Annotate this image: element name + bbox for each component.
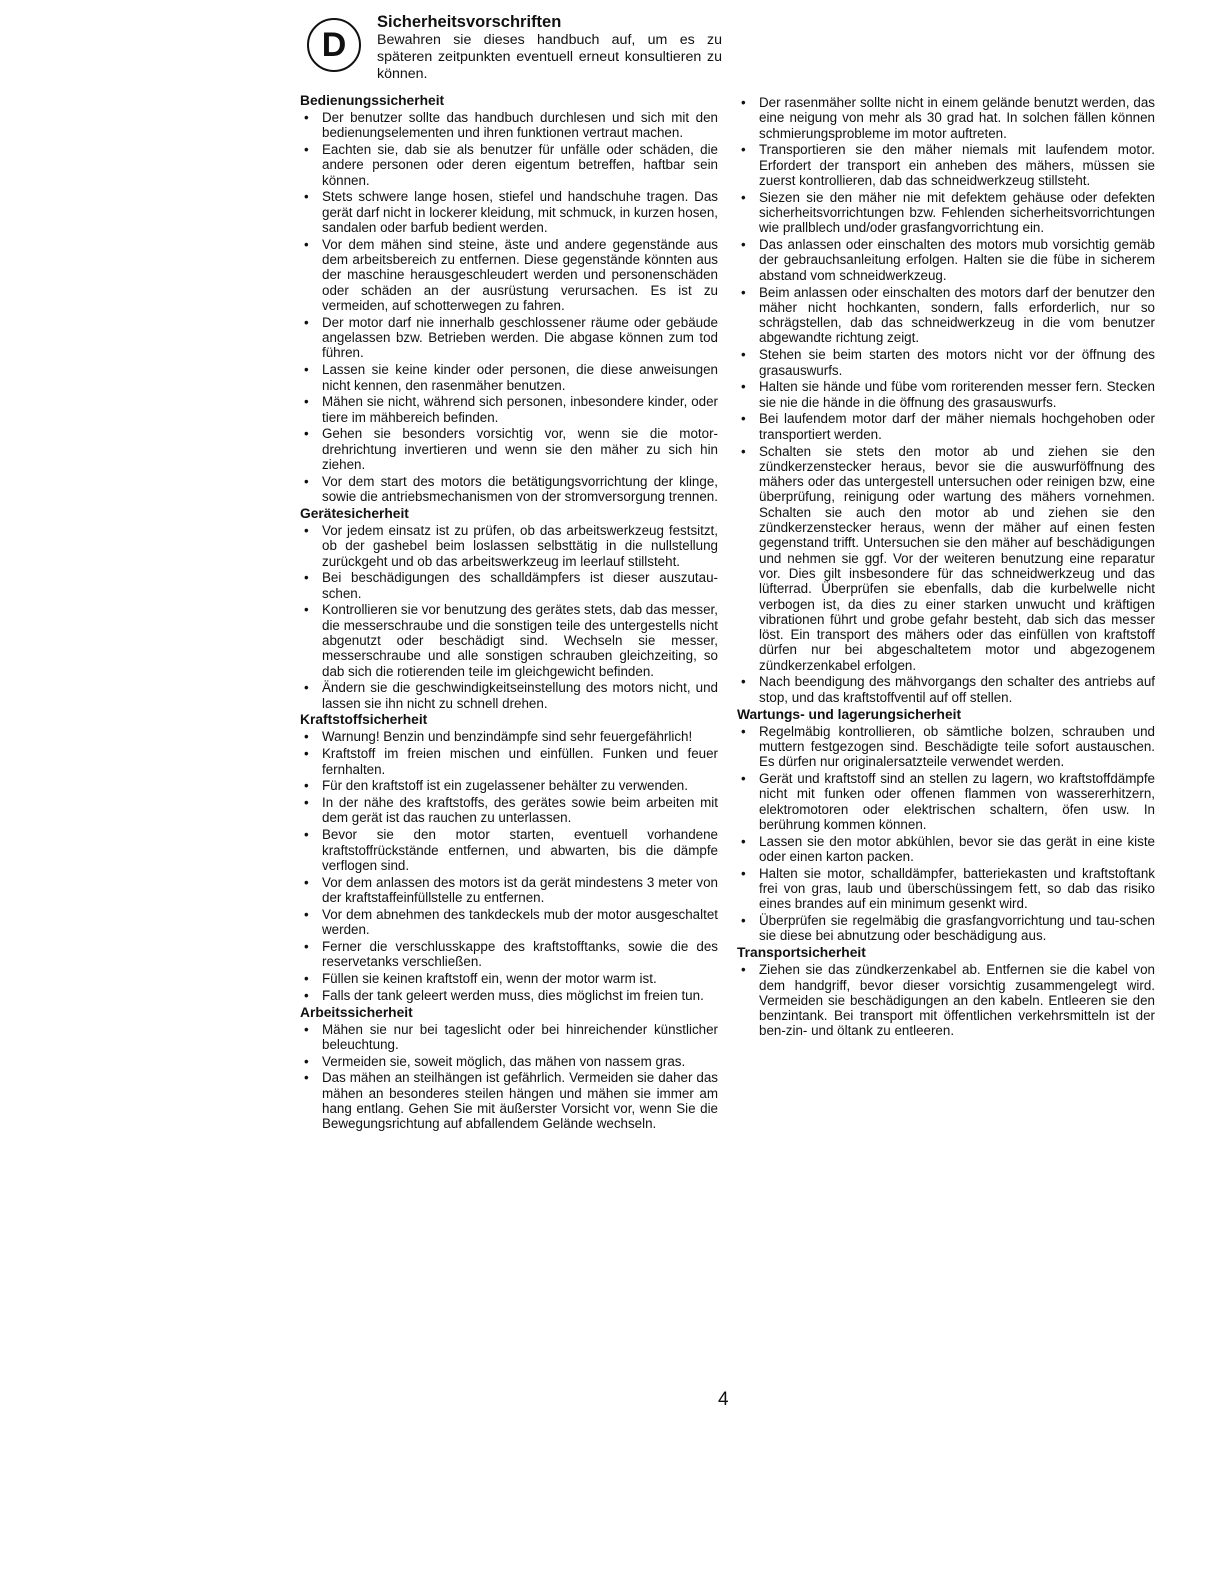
list-item: • Mähen sie nicht, während sich personen, inbesondere kinder, oder tiere im mähbereich befinden. xyxy=(300,394,718,425)
list-item: • Ändern sie die geschwindigkeitseinstellung des motors nicht, und lassen sie ihn nicht zu schnell drehen. xyxy=(300,680,718,711)
right-column xyxy=(737,95,1155,1040)
section-heading: Arbeitssicherheit xyxy=(300,1004,413,1020)
bullet-list xyxy=(300,523,718,711)
list-item: • Falls der tank geleert werden muss, dies möglichst im freien tun. xyxy=(300,988,718,1003)
list-item: • Bei laufendem motor darf der mäher niemals hochgehoben oder transportiert werden. xyxy=(737,411,1155,442)
list-item: • Stehen sie beim starten des motors nicht vor der öffnung des grasauswurfs. xyxy=(737,347,1155,378)
list-item: • Lassen sie keine kinder oder personen, die diese anweisungen nicht kennen, den rasenmäher benutzen. xyxy=(300,362,718,393)
list-item: • Für den kraftstoff ist ein zugelassener behälter zu verwenden. xyxy=(300,778,718,793)
list-item: • Der rasenmäher sollte nicht in einem gelände benutzt werden, das eine neigung von mehr als 30 grad hat. In solchen fällen können schmierungsprobleme im motor auftreten. xyxy=(737,95,1155,141)
section-kraftstoffsicherheit xyxy=(300,712,718,1003)
list-item: • Der motor darf nie innerhalb geschlossener räume oder gebäude angelassen bzw. Betrieben werden. Die abgase können zum tod führen. xyxy=(300,315,718,361)
list-item: • Lassen sie den motor abkühlen, bevor sie das gerät in eine kiste oder einen karton packen. xyxy=(737,834,1155,865)
intro-text: Bewahren sie dieses handbuch auf, um es zu späteren zeitpunkten eventuell erneut konsultieren zu können. xyxy=(377,32,722,82)
list-item: • Warnung! Benzin und benzindämpfe sind sehr feuergefährlich! xyxy=(300,729,718,744)
bullet-list xyxy=(300,110,718,504)
bullet-list xyxy=(300,1022,718,1132)
section-transportsicherheit xyxy=(737,945,1155,1038)
section-heading: Wartungs- und lagerungsicherheit xyxy=(737,706,962,722)
list-item: • Kraftstoff im freien mischen und einfüllen. Funken und feuer fernhalten. xyxy=(300,746,718,777)
list-item: • Das anlassen oder einschalten des motors mub vorsichtig gemäb der gebrauchsanleitung erfolgen. Halten sie die fübe in sicherem abstand vom schneidwerkzeug. xyxy=(737,237,1155,283)
list-item: • Bei beschädigungen des schalldämpfers ist dieser auszutau-schen. xyxy=(300,570,718,601)
section-arbeitssicherheit xyxy=(300,1005,718,1132)
bullet-list xyxy=(300,729,718,1003)
list-item: • Ferner die verschlusskappe des kraftstofftanks, sowie die des reservetanks verschließen. xyxy=(300,939,718,970)
section-heading: Kraftstoffsicherheit xyxy=(300,712,428,728)
list-item: • Kontrollieren sie vor benutzung des gerätes stets, dab das messer, die messerschraube und die sonstigen teile des untergestells nicht abgenutzt oder beschädigt sind. Wechseln sie messer, messerschraube und alle sonstigen schrauben gleichzeiting, so dab sich die rotierenden teile im gleichgewicht befinden. xyxy=(300,602,718,678)
list-item: • Transportieren sie den mäher niemals mit laufendem motor. Erfordert der transport ein anheben des mähers, müssen sie zuerst kontrollieren, dab das schneidwerkzeug stillsteht. xyxy=(737,142,1155,188)
header xyxy=(377,12,722,83)
list-item: • Vor dem mähen sind steine, äste und andere gegenstände aus dem arbeitsbereich zu entfernen. Diese gegenstände könnten aus der maschine herausgeschleudert werden und personenschäden oder schäden an der ausrüstung verursachen. Es ist zu vermeiden, auf schotterwegen zu fahren. xyxy=(300,237,718,313)
list-item: • Überprüfen sie regelmäbig die grasfangvorrichtung und tau-schen sie diese bei abnutzung oder beschädigung aus. xyxy=(737,913,1155,944)
section-ger-tesicherheit xyxy=(300,506,718,711)
section-bedienungssicherheit xyxy=(300,93,718,504)
list-item: • Siezen sie den mäher nie mit defektem gehäuse oder defekten sicherheitsvorrichtungen bzw. Fehlenden sicherheitsvorrichtungen wie prallblech und/oder grasfangvorrichtung ein. xyxy=(737,190,1155,236)
list-item: • Eachten sie, dab sie als benutzer für unfälle oder schäden, die andere personen oder deren eigentum betreffen, haftbar sein können. xyxy=(300,142,718,188)
list-item: • Beim anlassen oder einschalten des motors darf der benutzer den mäher nicht hochkanten, sondern, falls erforderlich, nur so schrägstellen, dab das schneidwerkzeug in die vom benutzer abgewandte richtung zeigt. xyxy=(737,285,1155,346)
list-item: • Vor dem abnehmen des tankdeckels mub der motor ausgeschaltet werden. xyxy=(300,907,718,938)
left-column xyxy=(300,92,718,1133)
list-item: • Das mähen an steilhängen ist gefährlich. Vermeiden sie daher das mähen an besonderes steilen hängen und mähen sie immer am hang entlang. Gehen Sie mit äußerster Vorsicht vor, wenn Sie die Bewegungsrichtung auf abfallendem Gelände wechseln. xyxy=(300,1070,718,1131)
list-item: • Gehen sie besonders vorsichtig vor, wenn sie die motor-drehrichtung invertieren und wenn sie den mäher zu sich hin ziehen. xyxy=(300,426,718,472)
list-item: • Schalten sie stets den motor ab und ziehen sie den zündkerzenstecker heraus, bevor sie die auswurföffnung des mähers oder das untergestell untersuchen oder reinigen bzw, eine überprüfung, reinigung oder wartung des mähers vornehmen. Schalten sie auch den motor ab und ziehen sie den zündkerzenstecker heraus, wenn der mäher auf einen festen gegenstand trifft. Untersuchen sie den mäher auf beschädigungen und nehmen sie ggf. Vor der weiteren benutzung eine reparatur vor. Dies gilt insbesondere für das schneidwerkzeug und das lüfterrad. Überprüfen sie ebenfalls, dab die kurbelwelle nicht verbogen ist, da dies zu einer starken unwucht und kräftigen vibrationen führt und grobe gefahr besteht, dab sich das messer löst. Ein transport des mähers oder das einfüllen von kraftstoff dürfen nur bei abgeschaltetem motor und abgezogenem zündkerzenkabel erfolgen. xyxy=(737,444,1155,673)
list-item: • Halten sie hände und fübe vom roriterenden messer fern. Stecken sie nie die hände in die öffnung des grasauswurfs. xyxy=(737,379,1155,410)
list-item: • Nach beendigung des mähvorgangs den schalter des antriebs auf stop, und das kraftstoffventil auf off stellen. xyxy=(737,674,1155,705)
list-item: • Gerät und kraftstoff sind an stellen zu lagern, wo kraftstoffdämpfe nicht mit funken oder offenen flammen von wassererhitzern, elektromotoren oder elektrischen schaltern, öfen usw. In berührung kommen können. xyxy=(737,771,1155,832)
list-item: • Vor jedem einsatz ist zu prüfen, ob das arbeitswerkzeug festsitzt, ob der gashebel beim loslassen selbsttätig in die nullstellung zurückgeht und ob das arbeitswerkzeug im leerlauf stillsteht. xyxy=(300,523,718,569)
page-number: 4 xyxy=(718,1389,729,1410)
list-item: • In der nähe des kraftstoffs, des gerätes sowie beim arbeiten mit dem gerät ist das rauchen zu unterlassen. xyxy=(300,795,718,826)
list-item: • Der benutzer sollte das handbuch durchlesen und sich mit den bedienungselementen und ihren funktionen vertraut machen. xyxy=(300,110,718,141)
list-item: • Stets schwere lange hosen, stiefel und handschuhe tragen. Das gerät darf nicht in lockerer kleidung, mit schmuck, in kurzen hosen, sandalen oder barfub bedient werden. xyxy=(300,189,718,235)
page-title: Sicherheitsvorschriften xyxy=(377,13,562,31)
list-item: • Vor dem anlassen des motors ist da gerät mindestens 3 meter von der kraftstaffeinfüllstelle zu entfernen. xyxy=(300,875,718,906)
list-item: • Bevor sie den motor starten, eventuell vorhandene kraftstoffrückstände entfernen, und abwarten, bis die dämpfe verflogen sind. xyxy=(300,827,718,873)
list-item: • Halten sie motor, schalldämpfer, batteriekasten und kraftstoftank frei von gras, laub und überschüssingem fett, so dab das risiko eines brandes auf ein minimum gesenkt wird. xyxy=(737,866,1155,912)
bullet-list xyxy=(737,962,1155,1038)
section-wartungs-und-lagerungsicherheit xyxy=(737,707,1155,944)
list-item: • Vor dem start des motors die betätigungsvorrichtung der klinge, sowie die antriebsmechanismen von der stromversorgung trennen. xyxy=(300,474,718,505)
section-heading: Transportsicherheit xyxy=(737,945,866,961)
list-item: • Mähen sie nur bei tageslicht oder bei hinreichender künstlicher beleuchtung. xyxy=(300,1022,718,1053)
list-item: • Vermeiden sie, soweit möglich, das mähen von nassem gras. xyxy=(300,1054,718,1069)
right-intro-list xyxy=(737,95,1155,705)
section-heading: Bedienungssicherheit xyxy=(300,93,445,108)
section-heading: Gerätesicherheit xyxy=(300,505,409,521)
bullet-list xyxy=(737,724,1155,944)
language-badge: D xyxy=(307,18,361,72)
right-sections xyxy=(737,707,1155,1039)
list-item: • Regelmäbig kontrollieren, ob sämtliche bolzen, schrauben und muttern festgezogen sind. Beschädigte teile sofort austauschen. Es dürfen nur originalersatzteile verwendet werden. xyxy=(737,724,1155,770)
list-item: • Füllen sie keinen kraftstoff ein, wenn der motor warm ist. xyxy=(300,971,718,986)
list-item: • Ziehen sie das zündkerzenkabel ab. Entfernen sie die kabel von dem handgriff, bevor dieser vorsichtig zusammengelegt wird. Vermeiden sie beschädigungen an den kabeln. Entleeren sie den benzintank. Bei transport mit öffentlichen verkehrsmitteln ist der ben-zin- und öltank zu entleeren. xyxy=(737,962,1155,1038)
